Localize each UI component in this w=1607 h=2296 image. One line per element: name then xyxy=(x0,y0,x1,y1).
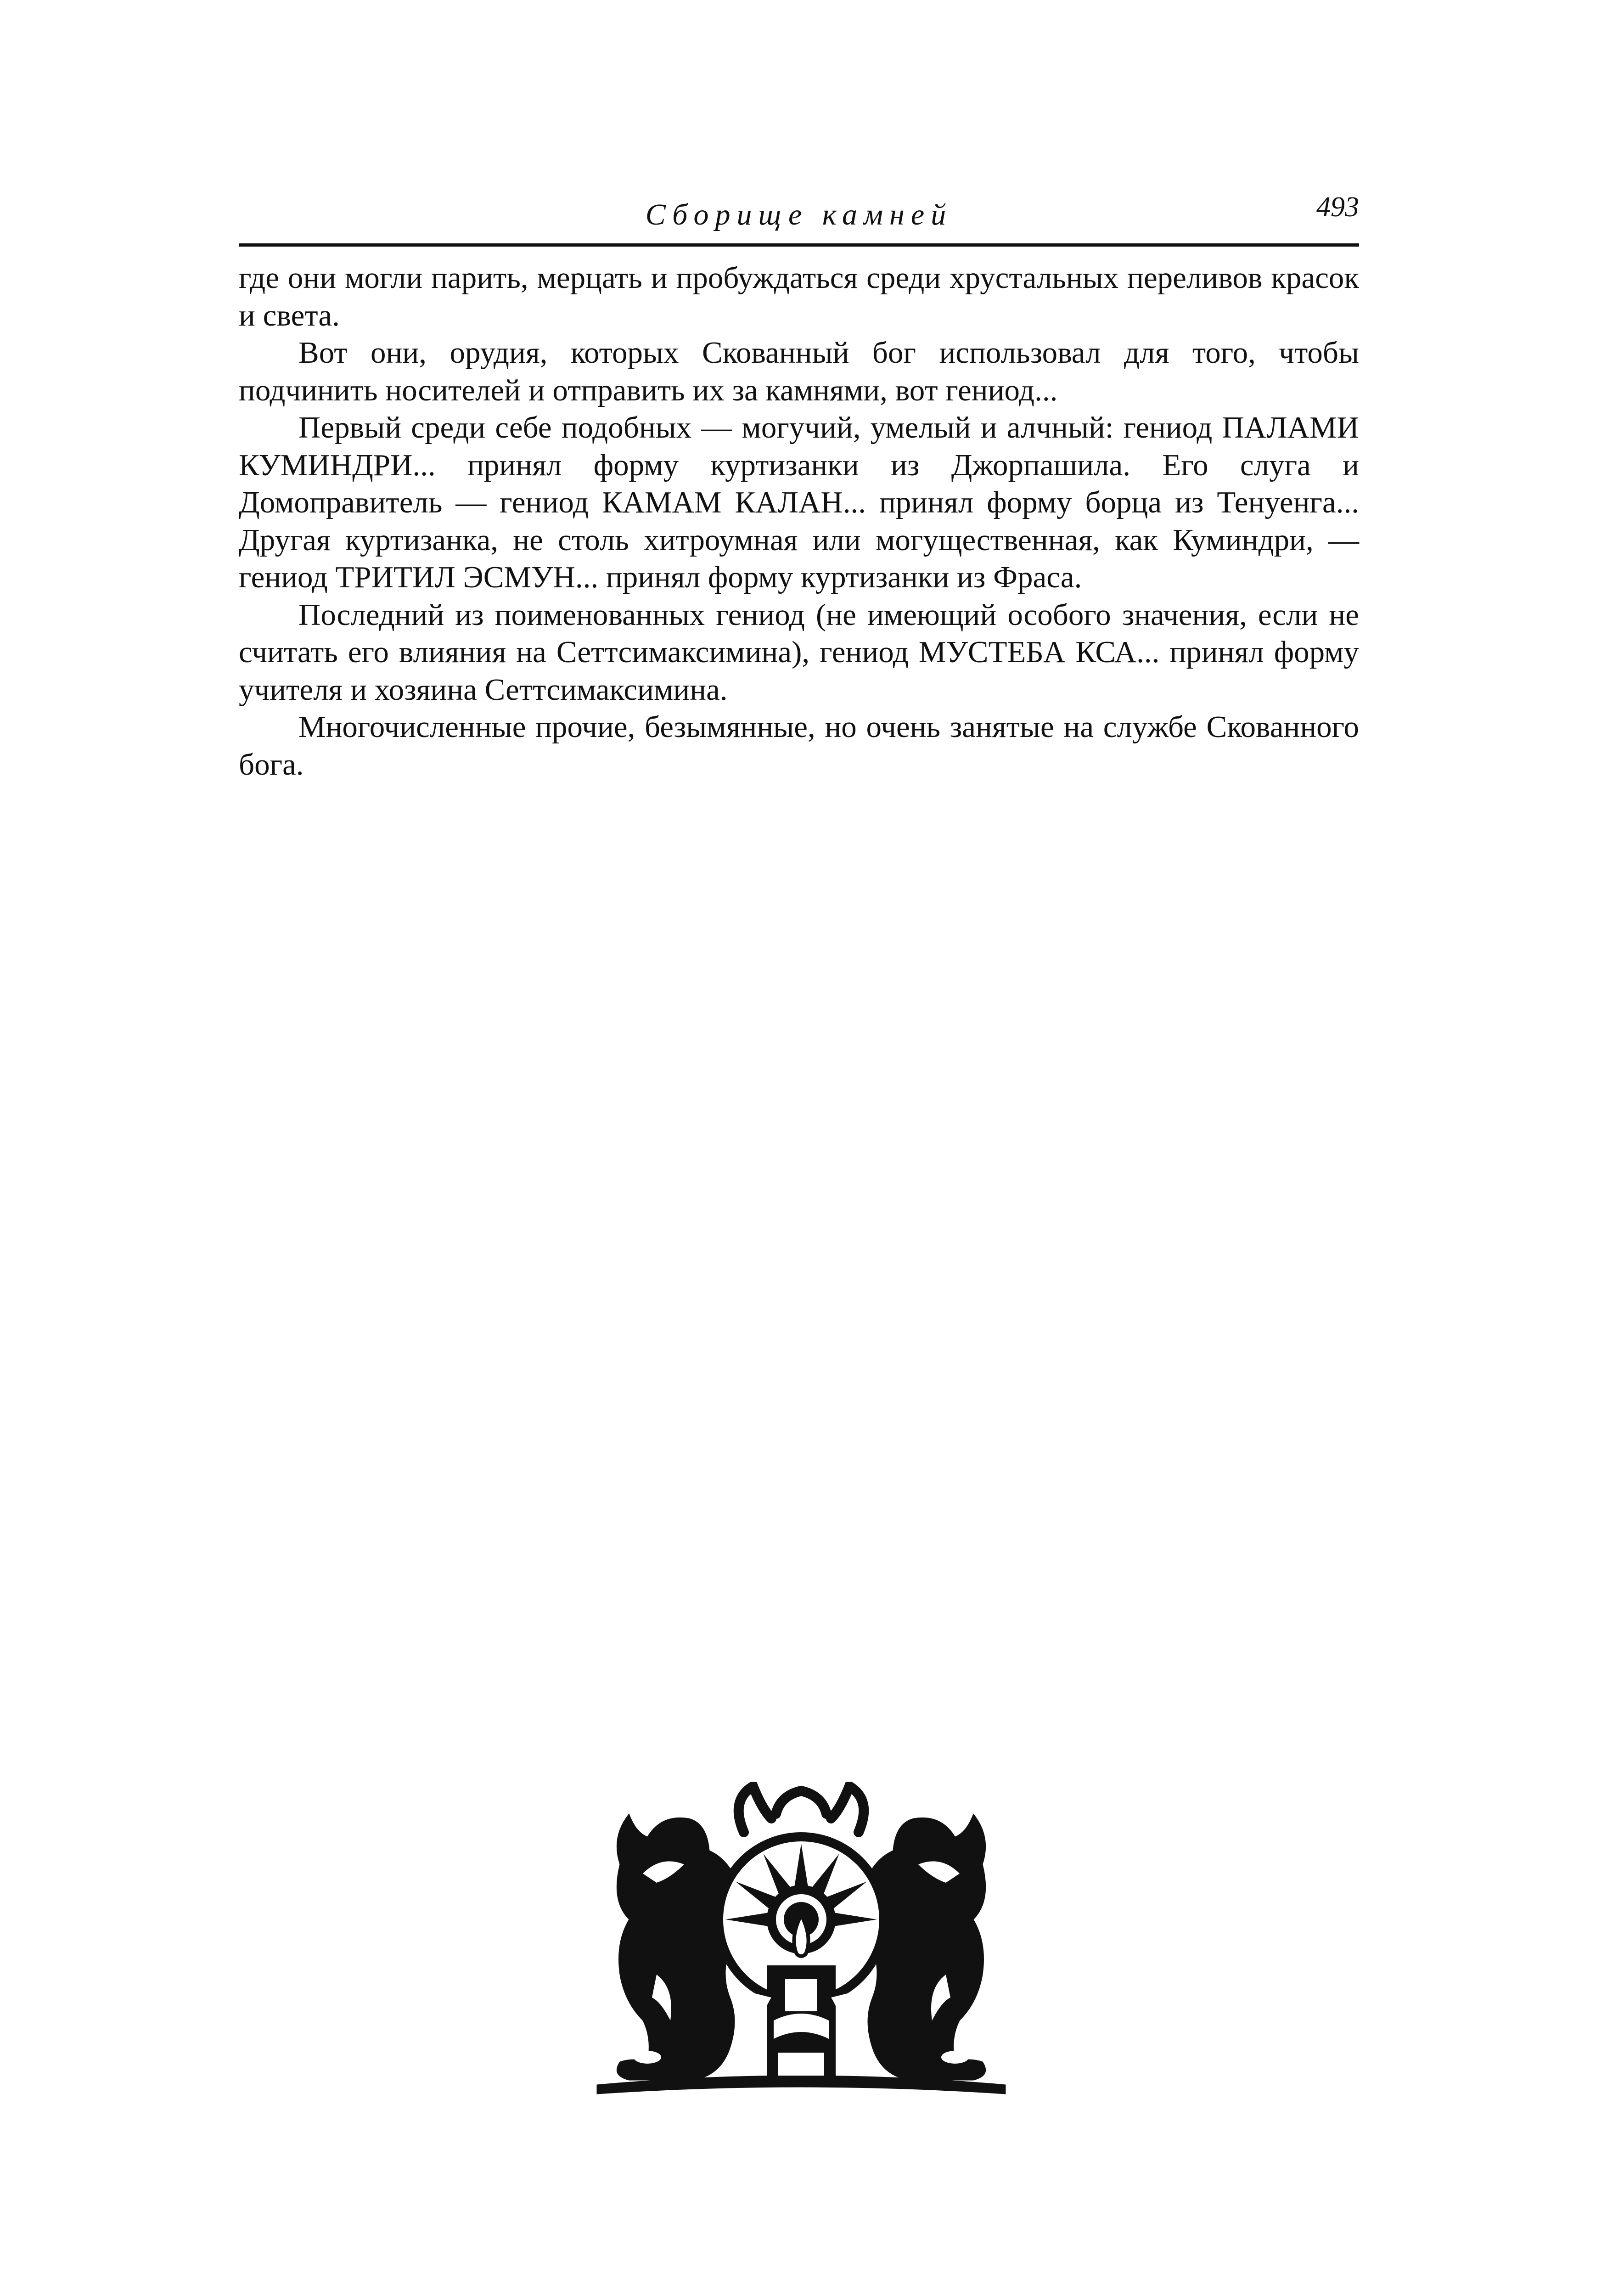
page-number: 493 xyxy=(1316,191,1359,223)
paragraph-2: Вот они, орудия, которых Скованный бог использовал для того, чтобы подчинить носителей и отправить их за камнями, вот гениод... xyxy=(239,336,1359,407)
gargoyles-candle-ornament-icon xyxy=(592,1782,1010,2099)
paragraph-4: Последний из поименованных гениод (не имеющий особого значения, если не считать его влияния на Сеттсимаксимина), гениод МУСТЕБА КСА... принял форму учителя и хозяина Сеттсимаксимина. xyxy=(239,597,1359,707)
paragraph-5: Многочисленные прочие, безымянные, но очень занятые на службе Скованного бога. xyxy=(239,710,1359,782)
body-text xyxy=(239,259,1359,783)
paragraph-3: Первый среди себе подобных — могучий, умелый и алчный: гениод ПАЛАМИ КУМИНДРИ... принял форму куртизанки из Джорпашила. Его слуга и Домоправитель — гениод КАМАМ КАЛАН... принял форму борца из Тенуенга... Другая куртизанка, не столь хитроумная или могущественная, как Куминдри, — гениод ТРИТИЛ ЭСМУН... принял форму куртизанки из Фраса. xyxy=(239,411,1359,594)
paragraph-1: где они могли парить, мерцать и пробуждаться среди хрустальных переливов красок и света. xyxy=(239,261,1359,332)
running-head xyxy=(239,188,1359,243)
running-title: Сборище камней xyxy=(645,198,953,231)
header-rule xyxy=(239,243,1359,247)
